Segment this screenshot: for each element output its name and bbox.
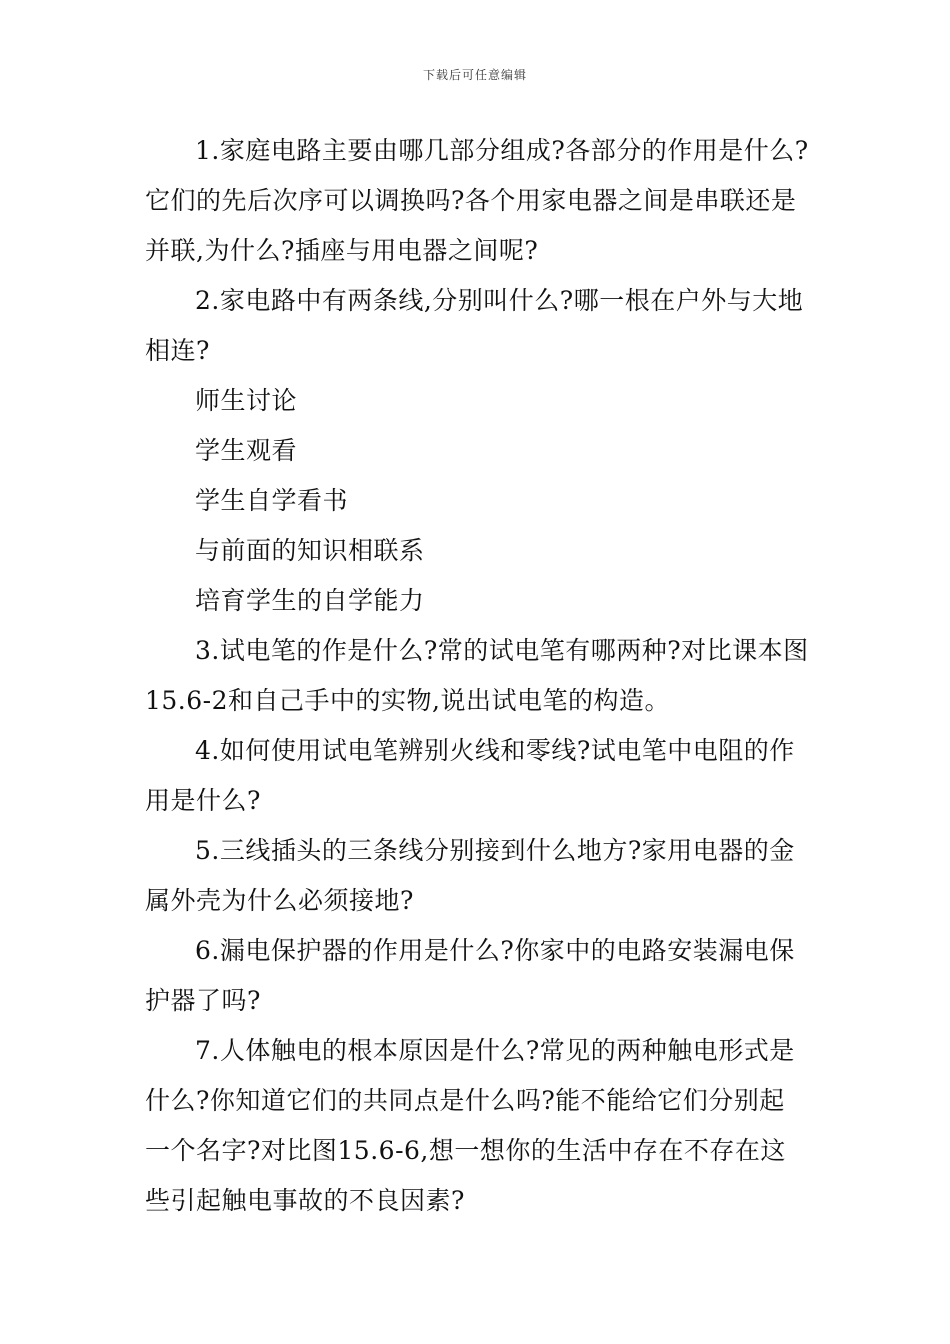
paragraph-question-2: 2.家电路中有两条线,分别叫什么?哪一根在户外与大地相连?	[145, 286, 804, 365]
paragraph-note-connect: 与前面的知识相联系	[195, 536, 425, 565]
page-header: 下载后可任意编辑	[422, 68, 527, 82]
paragraph-question-5: 5.三线插头的三条线分别接到什么地方?家用电器的金属外壳为什么必须接地?	[145, 836, 795, 915]
paragraph-question-3: 3.试电笔的作是什么?常的试电笔有哪两种?对比课本图15.6-2和自己手中的实物,说出试电笔的构造。	[145, 636, 809, 715]
paragraph-question-4: 4.如何使用试电笔辨别火线和零线?试电笔中电阻的作用是什么?	[145, 736, 795, 815]
paragraph-note-ability: 培育学生的自学能力	[195, 586, 425, 615]
paragraph-note-watch: 学生观看	[195, 436, 298, 465]
paragraph-question-7: 7.人体触电的根本原因是什么?常见的两种触电形式是什么?你知道它们的共同点是什么吗?能不能给它们分别起一个名字?对比图15.6-6,想一想你的生活中存在不存在这些引起触电事故的不良因素?	[145, 1036, 795, 1215]
paragraph-note-self-study: 学生自学看书	[195, 486, 349, 515]
paragraph-note-discussion: 师生讨论	[195, 386, 298, 415]
paragraph-question-6: 6.漏电保护器的作用是什么?你家中的电路安装漏电保护器了吗?	[145, 936, 795, 1015]
paragraph-question-1: 1.家庭电路主要由哪几部分组成?各部分的作用是什么?它们的先后次序可以调换吗?各个用家电器之间是串联还是并联,为什么?插座与用电器之间呢?	[145, 136, 809, 265]
document-body	[145, 126, 810, 1226]
